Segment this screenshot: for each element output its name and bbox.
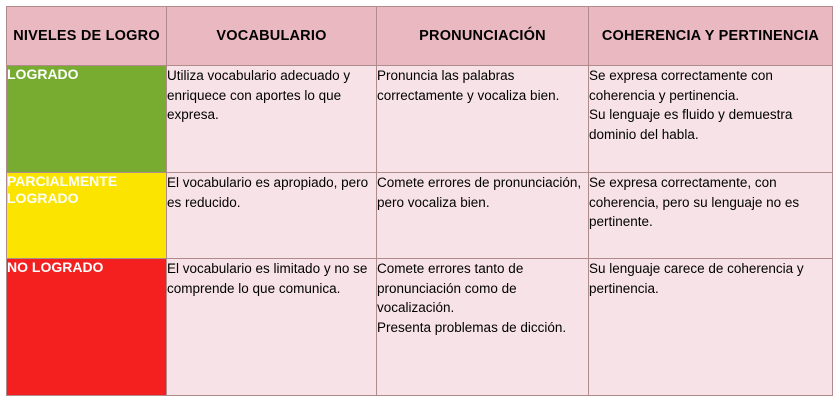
table-row bbox=[7, 66, 833, 173]
table-row bbox=[7, 259, 833, 396]
level-label-logrado: LOGRADO bbox=[7, 66, 167, 173]
cell-text-line1: Se expresa correctamente con coherencia y pertinencia. bbox=[589, 68, 773, 103]
table-row bbox=[7, 173, 833, 259]
rubric-table bbox=[6, 6, 833, 396]
cell-logrado-coherencia bbox=[589, 66, 833, 173]
column-header-vocabulario: VOCABULARIO bbox=[167, 7, 377, 66]
cell-text-line2: Su lenguaje es fluido y demuestra dominio del habla. bbox=[589, 107, 793, 142]
cell-text-line2: Presenta problemas de dicción. bbox=[377, 319, 567, 335]
cell-text: Su lenguaje carece de coherencia y pertinencia. bbox=[589, 261, 804, 296]
cell-logrado-vocabulario bbox=[167, 66, 377, 173]
cell-text: Utiliza vocabulario adecuado y enriquece con aportes lo que expresa. bbox=[167, 68, 351, 123]
cell-text: El vocabulario es limitado y no se comprende lo que comunica. bbox=[167, 261, 368, 296]
cell-parcial-pronunciacion bbox=[377, 173, 589, 259]
cell-text: Se expresa correctamente, con coherencia, pero su lenguaje no es pertinente. bbox=[589, 175, 800, 230]
column-header-niveles: NIVELES DE LOGRO bbox=[7, 7, 167, 66]
cell-parcial-coherencia bbox=[589, 173, 833, 259]
level-label-no-logrado: NO LOGRADO bbox=[7, 259, 167, 396]
cell-parcial-vocabulario bbox=[167, 173, 377, 259]
cell-text: Comete errores de pronunciación, pero vocaliza bien. bbox=[377, 175, 582, 210]
cell-nologrado-vocabulario bbox=[167, 259, 377, 396]
column-header-pronunciacion: PRONUNCIACIÓN bbox=[377, 7, 589, 66]
cell-text: Pronuncia las palabras correctamente y vocaliza bien. bbox=[377, 68, 560, 103]
column-header-coherencia: COHERENCIA Y PERTINENCIA bbox=[589, 7, 833, 66]
cell-nologrado-pronunciacion bbox=[377, 259, 589, 396]
cell-logrado-pronunciacion bbox=[377, 66, 589, 173]
cell-text: El vocabulario es apropiado, pero es reducido. bbox=[167, 175, 369, 210]
cell-nologrado-coherencia bbox=[589, 259, 833, 396]
cell-text-line1: Comete errores tanto de pronunciación como de vocalización. bbox=[377, 261, 524, 316]
table-header-row bbox=[7, 7, 833, 66]
level-label-parcialmente-logrado: PARCIALMENTE LOGRADO bbox=[7, 173, 167, 259]
